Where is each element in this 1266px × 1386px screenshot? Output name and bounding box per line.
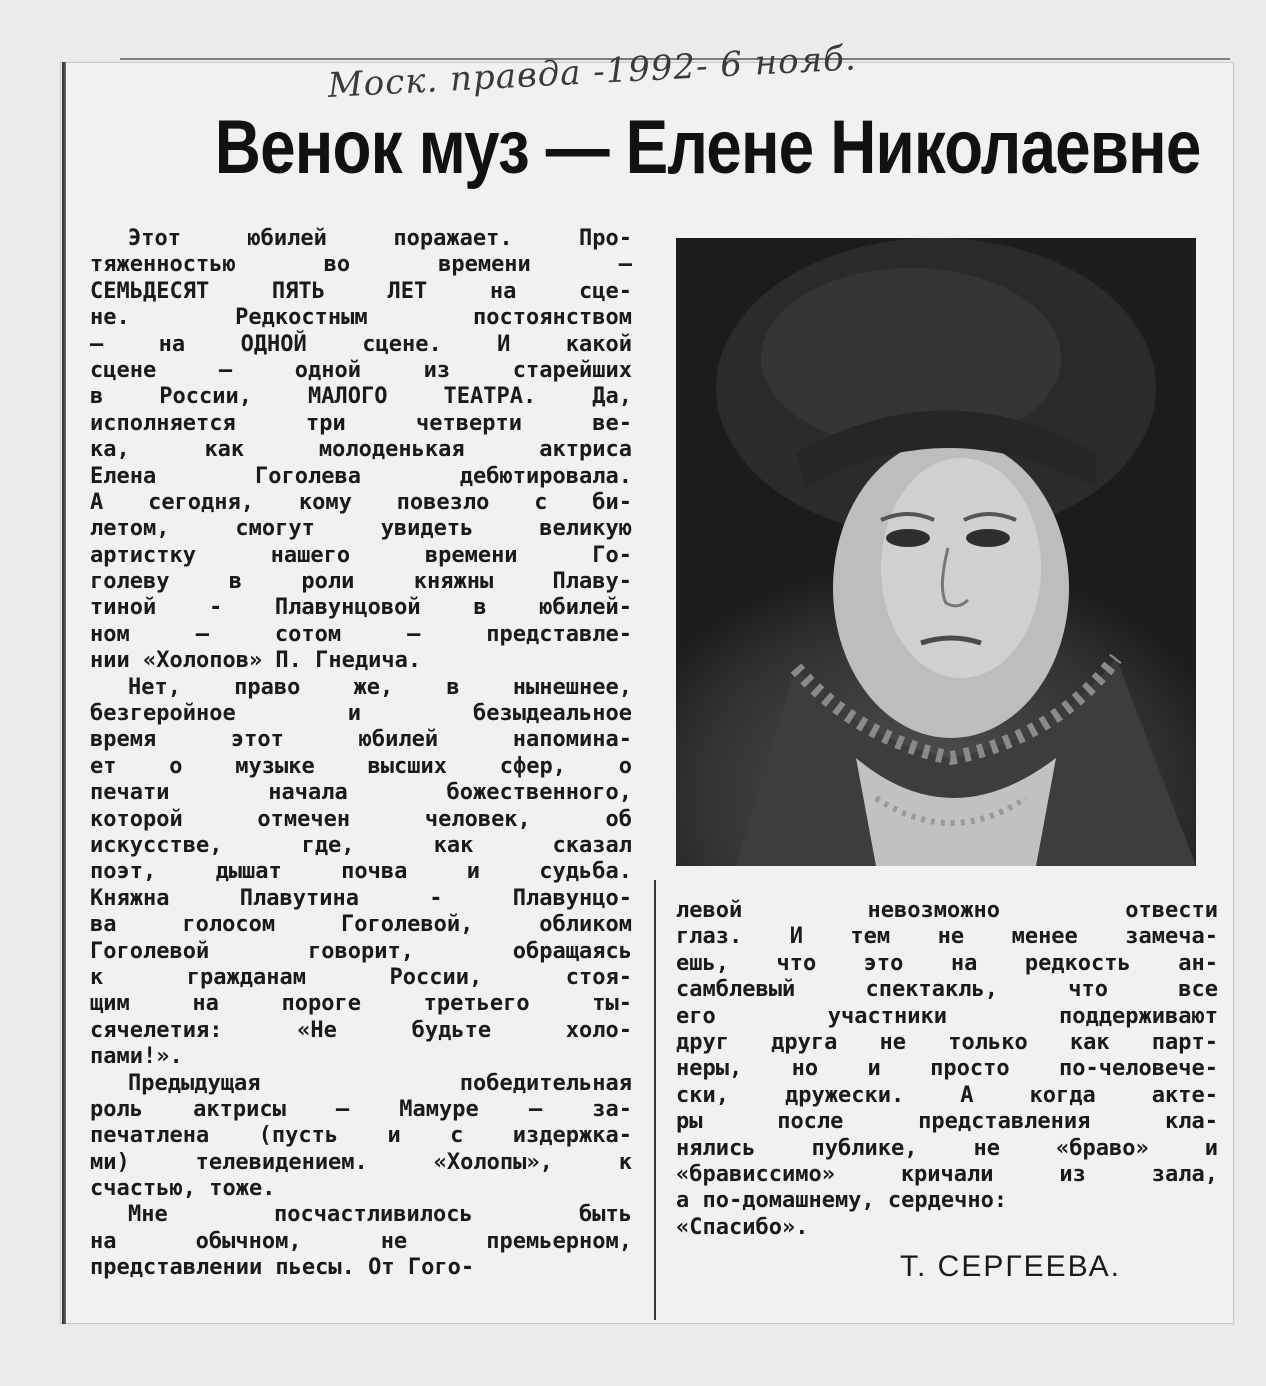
author-signature: Т. СЕРГЕЕВА.	[900, 1250, 1121, 1283]
text-line: левой невозможно отвести	[676, 898, 1218, 923]
text-line: представлении пьесы. От Гого-	[90, 1255, 475, 1281]
text-line: глаз. И тем не менее замеча-	[676, 924, 1218, 950]
text-line: ски, дружески. А когда акте-	[676, 1082, 1218, 1108]
portrait-illustration	[676, 238, 1196, 866]
text-line: поэт, дышат почва и судьба.	[90, 859, 632, 885]
text-line: ка, как молоденькая актриса	[90, 437, 632, 463]
clipping-edge-shadow	[62, 62, 66, 1324]
text-line: ми) телевидением. «Холопы», к	[90, 1149, 632, 1175]
text-line: ном — сотом — представле-	[90, 621, 632, 647]
text-line: исполняется три четверти ве-	[90, 410, 632, 436]
text-line: к гражданам России, стоя-	[90, 964, 632, 990]
text-line: не. Редкостным постоянством	[90, 305, 632, 331]
text-line: а по-домашнему, сердечно:	[676, 1188, 1008, 1214]
text-line: искусстве, где, как сказал	[90, 832, 632, 858]
article-column-right	[676, 898, 1218, 1241]
portrait-photo	[676, 238, 1196, 866]
text-line: Нет, право же, в нынешнее,	[128, 674, 632, 700]
text-line: ва голосом Гоголевой, обликом	[90, 912, 632, 938]
text-line: Предыдущая победительная	[128, 1070, 632, 1096]
text-line: его участники поддерживают	[676, 1003, 1218, 1029]
eye-right	[966, 529, 1010, 547]
column-divider	[654, 880, 656, 1320]
text-line: сцене — одной из старейших	[90, 357, 632, 383]
text-line: «брависсимо» кричали из зала,	[676, 1161, 1218, 1187]
text-line: тяженностью во времени —	[90, 252, 632, 278]
text-line: А сегодня, кому повезло с би-	[90, 489, 632, 515]
text-line: счастью, тоже.	[90, 1176, 276, 1202]
text-line: друг друга не только как парт-	[676, 1029, 1218, 1055]
text-line: ры после представления кла-	[676, 1109, 1218, 1135]
text-line: щим на пороге третьего ты-	[90, 991, 632, 1017]
text-line: голеву в роли княжны Плаву-	[90, 569, 632, 595]
text-line: роль актрисы — Мамуре — за-	[90, 1096, 632, 1122]
text-line: Мне посчастливилось быть	[128, 1202, 632, 1228]
text-line: время этот юбилей напомина-	[90, 727, 632, 753]
text-line: нялись публике, не «браво» и	[676, 1135, 1218, 1161]
article-headline: Венок муз — Елене Николаевне	[214, 105, 1201, 190]
text-line: нии «Холопов» П. Гнедича.	[90, 648, 422, 674]
text-line: Елена Гоголева дебютировала.	[90, 463, 632, 489]
text-line: Этот юбилей поражает. Про-	[128, 226, 632, 251]
text-line: в России, МАЛОГО ТЕАТРА. Да,	[90, 384, 632, 410]
text-line: — на ОДНОЙ сцене. И какой	[90, 331, 632, 357]
text-line: Гоголевой говорит, обращаясь	[90, 938, 632, 964]
text-line: неры, но и просто по-человече-	[676, 1056, 1218, 1082]
text-line: летом, смогут увидеть великую	[90, 516, 632, 542]
text-line: ет о музыке высших сфер, о	[90, 753, 632, 779]
text-line: на обычном, не премьерном,	[90, 1228, 632, 1254]
text-line: самблевый спектакль, что все	[676, 977, 1218, 1003]
text-line: Княжна Плавутина - Плавунцо-	[90, 885, 632, 911]
text-line: СЕМЬДЕСЯТ ПЯТЬ ЛЕТ на сце-	[90, 278, 632, 304]
article-column-left	[90, 226, 632, 1282]
handwritten-note: Моск. правда -1992- 6 нояб.	[326, 38, 858, 106]
text-line: ешь, что это на редкость ан-	[676, 950, 1218, 976]
text-line: печати начала божественного,	[90, 780, 632, 806]
text-line: артистку нашего времени Го-	[90, 542, 632, 568]
text-line: которой отмечен человек, об	[90, 806, 632, 832]
text-line: безгеройное и безыдеальное	[90, 701, 632, 727]
eye-left	[886, 529, 930, 547]
text-line: тиной - Плавунцовой в юбилей-	[90, 595, 632, 621]
text-line: печатлена (пусть и с издержка-	[90, 1123, 632, 1149]
text-line: сячелетия: «Не будьте холо-	[90, 1017, 632, 1043]
text-line: «Спасибо».	[676, 1214, 809, 1240]
text-line: пами!».	[90, 1044, 183, 1070]
